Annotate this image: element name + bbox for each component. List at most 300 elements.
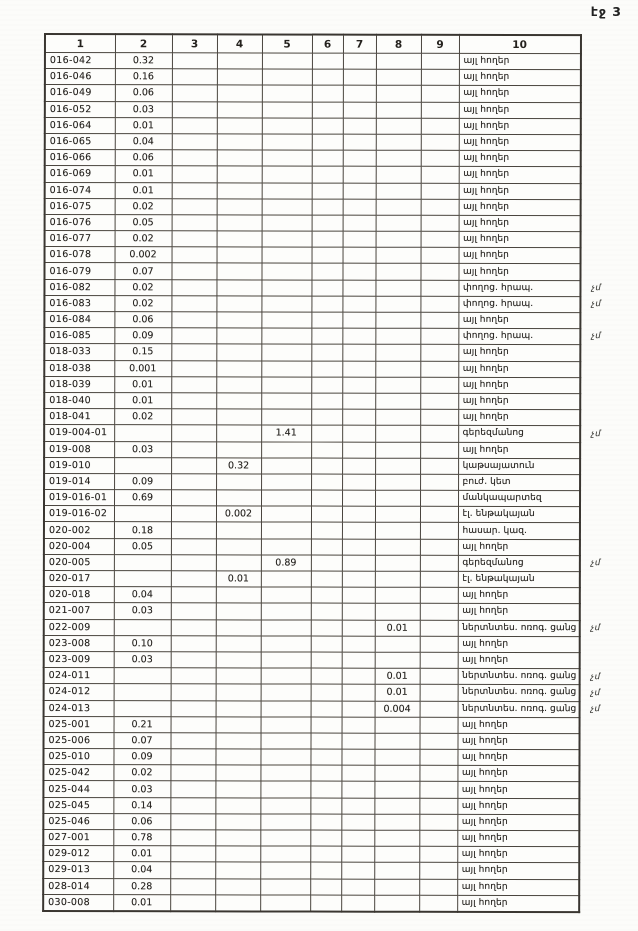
value-cell [262,53,312,69]
land-type-cell: այլ հողեր [459,53,581,69]
value-cell [312,102,343,118]
value-cell [170,862,215,878]
value-cell [311,555,342,571]
value-cell [375,409,420,425]
land-type-cell: այլ հողեր [458,377,580,393]
row-id-cell: 016-042 [45,53,115,69]
value-cell [343,86,376,102]
row-id-cell: 016-076 [45,214,115,230]
value-cell: 0.01 [375,668,420,684]
column-header: 8 [376,35,421,54]
value-cell [375,280,420,296]
row-id-cell: 023-008 [44,635,114,651]
value-cell [374,895,419,912]
land-type-cell: այլ հողեր [459,183,581,199]
table-row [43,765,579,782]
value-cell [310,798,341,814]
table-row [44,700,580,717]
land-type-cell: այլ հողեր [457,879,579,895]
value-cell [375,458,420,474]
value-cell [114,700,171,716]
value-cell [421,134,459,150]
value-cell [261,280,311,296]
row-id-cell: 029-012 [43,846,113,862]
value-cell [262,134,312,150]
value-cell [262,199,312,215]
value-cell [170,846,215,862]
value-cell [262,102,312,118]
value-cell [217,166,262,182]
parcel-data-table [42,33,582,913]
value-cell [261,668,311,684]
value-cell [216,279,261,295]
value-cell [421,199,459,215]
value-cell [260,814,310,830]
table-row [44,263,580,280]
value-cell [215,781,260,797]
value-cell [114,619,171,635]
land-type-cell: այլ հողեր [459,86,581,102]
land-type-cell: այլ հողեր [457,847,579,863]
value-cell: 0.09 [113,749,170,765]
land-type-cell: այլ հողեր [457,895,579,912]
value-cell [374,782,419,798]
column-header: 2 [115,34,172,53]
value-cell [341,782,374,798]
value-cell [172,101,217,117]
row-id-cell: 019-016-02 [44,506,114,522]
value-cell [310,765,341,781]
row-id-cell: 019-016-01 [44,490,114,506]
value-cell [311,717,342,733]
value-cell [311,490,342,506]
value-cell [172,150,217,166]
row-id-cell: 018-041 [44,409,114,425]
row-id-cell: 025-046 [43,813,113,829]
value-cell: 0.09 [114,474,171,490]
column-header: 7 [343,35,376,54]
value-cell [114,506,171,522]
value-cell [217,247,262,263]
value-cell [374,863,419,879]
value-cell [375,555,420,571]
land-type-cell: այլ հողեր [459,134,581,150]
value-cell [311,458,342,474]
value-cell [261,344,311,360]
value-cell [311,733,342,749]
value-cell [262,231,312,247]
row-id-cell: 030-008 [43,894,113,911]
value-cell [261,441,311,457]
value-cell [342,361,375,377]
land-type-cell: այլ հողեր [459,248,581,264]
value-cell [312,215,343,231]
margin-note: չմ [591,331,602,342]
value-cell [420,393,458,409]
table-row [45,101,581,118]
value-cell [342,733,375,749]
land-type-cell: այլ հողեր [458,264,580,280]
value-cell [216,636,261,652]
margin-note: չմ [591,299,602,310]
value-cell [216,360,261,376]
value-cell [170,830,215,846]
row-id-cell: 018-039 [44,376,114,392]
value-cell [171,377,216,393]
value-cell [376,150,421,166]
value-cell [172,215,217,231]
value-cell [376,231,421,247]
value-cell [421,167,459,183]
land-type-cell: այլ հողեր [459,199,581,215]
value-cell [261,328,311,344]
row-id-cell: 016-082 [44,279,114,295]
value-cell [216,538,261,554]
land-type-cell: այլ հողեր [459,70,581,86]
value-cell [216,328,261,344]
value-cell [261,506,311,522]
value-cell [421,118,459,134]
value-cell [343,183,376,199]
value-cell [310,781,341,797]
value-cell [215,895,260,912]
value-cell [342,393,375,409]
table-row [43,862,579,879]
value-cell [343,199,376,215]
value-cell: 0.04 [113,862,170,878]
value-cell [216,263,261,279]
value-cell [262,166,312,182]
value-cell [172,182,217,198]
value-cell [171,344,216,360]
value-cell [420,685,458,701]
value-cell [170,814,215,830]
land-type-cell: այլ հողեր [458,588,580,604]
value-cell [420,474,458,490]
value-cell [217,134,262,150]
value-cell [262,182,312,198]
value-cell [342,345,375,361]
value-cell [171,522,216,538]
land-type-cell: փողոց. հրապ. [458,280,580,296]
column-header: 5 [262,34,312,53]
value-cell [375,636,420,652]
value-cell [261,603,311,619]
value-cell: 0.89 [261,555,311,571]
value-cell [376,215,421,231]
table-row [45,85,581,102]
table-row [45,182,581,199]
value-cell [376,102,421,118]
value-cell [217,150,262,166]
value-cell [376,118,421,134]
value-cell [311,620,342,636]
value-cell [420,507,458,523]
value-cell: 0.01 [114,393,171,409]
value-cell: 0.002 [216,506,261,522]
land-type-cell: այլ հողեր [458,604,580,620]
value-cell [341,879,374,895]
land-type-cell: ներտնտես. ոռոգ. ցանց [458,668,580,684]
value-cell: 0.01 [113,894,170,911]
land-type-cell: այլ հողեր [458,539,580,555]
value-cell [170,895,215,912]
row-id-cell: 025-010 [43,749,113,765]
value-cell [376,183,421,199]
value-cell: 0.02 [114,295,171,311]
value-cell [374,830,419,846]
value-cell [216,733,261,749]
land-type-cell: այլ հողեր [458,733,580,749]
value-cell: 0.16 [115,69,172,85]
row-id-cell: 016-077 [45,231,115,247]
value-cell [311,377,342,393]
value-cell [262,118,312,134]
value-cell [312,166,343,182]
value-cell [421,102,459,118]
column-header: 10 [459,35,581,54]
row-id-cell: 016-083 [44,295,114,311]
row-id-cell: 016-079 [44,263,114,279]
value-cell: 0.01 [114,376,171,392]
row-id-cell: 023-009 [44,651,114,667]
value-cell: 0.01 [115,166,172,182]
value-cell [172,69,217,85]
table-row [45,166,581,183]
value-cell [310,895,341,912]
value-cell [216,700,261,716]
value-cell [311,344,342,360]
table-row [43,781,579,798]
value-cell [171,490,216,506]
row-id-cell: 016-069 [45,166,115,182]
value-cell [375,328,420,344]
value-cell [171,733,216,749]
value-cell [262,85,312,101]
value-cell [114,684,171,700]
land-type-cell: մանկապարտեզ [458,490,580,506]
value-cell: 0.04 [114,587,171,603]
table-row [44,587,580,604]
value-cell [260,895,310,912]
value-cell: 0.02 [115,198,172,214]
value-cell: 0.07 [114,263,171,279]
value-cell [215,749,260,765]
value-cell [420,296,458,312]
row-id-cell: 016-046 [45,69,115,85]
value-cell [374,765,419,781]
value-cell: 0.05 [115,215,172,231]
value-cell [216,409,261,425]
value-cell [342,587,375,603]
land-type-cell: այլ հողեր [458,652,580,668]
land-type-cell: այլ հողեր [458,312,580,328]
value-cell [375,490,420,506]
header-row [45,34,581,54]
value-cell [171,263,216,279]
value-cell [420,652,458,668]
value-cell [261,393,311,409]
value-cell [261,312,311,328]
value-cell [114,457,171,473]
value-cell [217,182,262,198]
row-id-cell: 019-004-01 [44,425,114,441]
table-row [44,425,580,442]
row-id-cell: 018-040 [44,392,114,408]
value-cell [376,167,421,183]
value-cell [261,539,311,555]
value-cell [420,361,458,377]
land-type-cell: այլ հողեր [457,830,579,846]
value-cell [261,717,311,733]
table-row [44,328,580,345]
table-row [44,312,580,329]
value-cell [374,879,419,895]
value-cell: 0.21 [114,716,171,732]
row-id-cell: 025-006 [44,732,114,748]
value-cell [172,134,217,150]
table-row [44,441,580,458]
row-id-cell: 016-084 [44,312,114,328]
value-cell [261,361,311,377]
table-row [44,554,580,571]
column-header: 6 [312,35,343,54]
value-cell [261,571,311,587]
value-cell [171,279,216,295]
row-id-cell: 024-011 [44,668,114,684]
value-cell [342,280,375,296]
value-cell [421,231,459,247]
value-cell [343,247,376,263]
value-cell [171,603,216,619]
value-cell [375,587,420,603]
value-cell [342,620,375,636]
page-number-label: էջ 3 [590,4,622,19]
value-cell [374,798,419,814]
table-row [44,684,580,701]
row-id-cell: 016-074 [45,182,115,198]
value-cell [311,312,342,328]
value-cell [311,409,342,425]
value-cell [420,328,458,344]
value-cell [114,668,171,684]
value-cell [171,457,216,473]
value-cell [342,652,375,668]
value-cell: 0.04 [115,134,172,150]
value-cell [216,668,261,684]
table-row [44,376,580,393]
value-cell [420,636,458,652]
value-cell [343,215,376,231]
value-cell [375,474,420,490]
value-cell [419,782,457,798]
value-cell [171,506,216,522]
row-id-cell: 016-085 [44,328,114,344]
value-cell [421,215,459,231]
value-cell [262,247,312,263]
value-cell [419,798,457,814]
row-id-cell: 020-018 [44,587,114,603]
value-cell [420,409,458,425]
value-cell [375,264,420,280]
value-cell [260,862,310,878]
value-cell [376,86,421,102]
margin-note: չմ [590,687,601,698]
column-header: 3 [172,34,217,53]
row-id-cell: 025-045 [43,797,113,813]
value-cell [343,53,376,69]
value-cell: 0.03 [114,441,171,457]
row-id-cell: 027-001 [43,830,113,846]
value-cell [375,652,420,668]
margin-note: չմ [590,704,601,715]
table-row [43,878,579,895]
table-row [45,133,581,150]
table-row [43,830,579,847]
value-cell: 0.004 [375,701,420,717]
value-cell: 0.18 [114,522,171,538]
land-type-cell: այլ հողեր [457,814,579,830]
row-id-cell: 016-078 [45,247,115,263]
margin-note: չմ [590,671,601,682]
value-cell [311,684,342,700]
value-cell [374,814,419,830]
value-cell: 0.15 [114,344,171,360]
value-cell: 0.01 [113,846,170,862]
value-cell [170,878,215,894]
value-cell [342,425,375,441]
land-type-cell: փողոց. հրապ. [458,329,580,345]
column-header: 1 [45,34,115,53]
value-cell [376,247,421,263]
value-cell [261,263,311,279]
value-cell [342,571,375,587]
table-row [44,490,580,507]
value-cell [172,85,217,101]
land-type-cell: այլ հողեր [459,150,581,166]
value-cell [343,150,376,166]
value-cell [312,134,343,150]
value-cell [114,571,171,587]
value-cell: 0.69 [114,490,171,506]
value-cell: 0.001 [114,360,171,376]
value-cell: 0.02 [113,765,170,781]
land-type-cell: այլ հողեր [457,766,579,782]
row-id-cell: 016-075 [45,198,115,214]
value-cell [171,652,216,668]
table-row [45,247,581,264]
table-row [44,668,580,685]
value-cell [216,377,261,393]
value-cell [311,571,342,587]
land-type-cell: էլ. ենթակայան [458,507,580,523]
value-cell: 0.03 [113,781,170,797]
value-cell [170,749,215,765]
value-cell [311,280,342,296]
row-id-cell: 016-065 [45,133,115,149]
value-cell: 0.06 [113,813,170,829]
row-id-cell: 029-013 [43,862,113,878]
value-cell [215,878,260,894]
value-cell [171,425,216,441]
value-cell: 0.10 [114,635,171,651]
value-cell [342,555,375,571]
value-cell [376,53,421,69]
table-row [43,797,579,814]
table-row [43,813,579,830]
value-cell: 0.05 [114,538,171,554]
value-cell [420,701,458,717]
